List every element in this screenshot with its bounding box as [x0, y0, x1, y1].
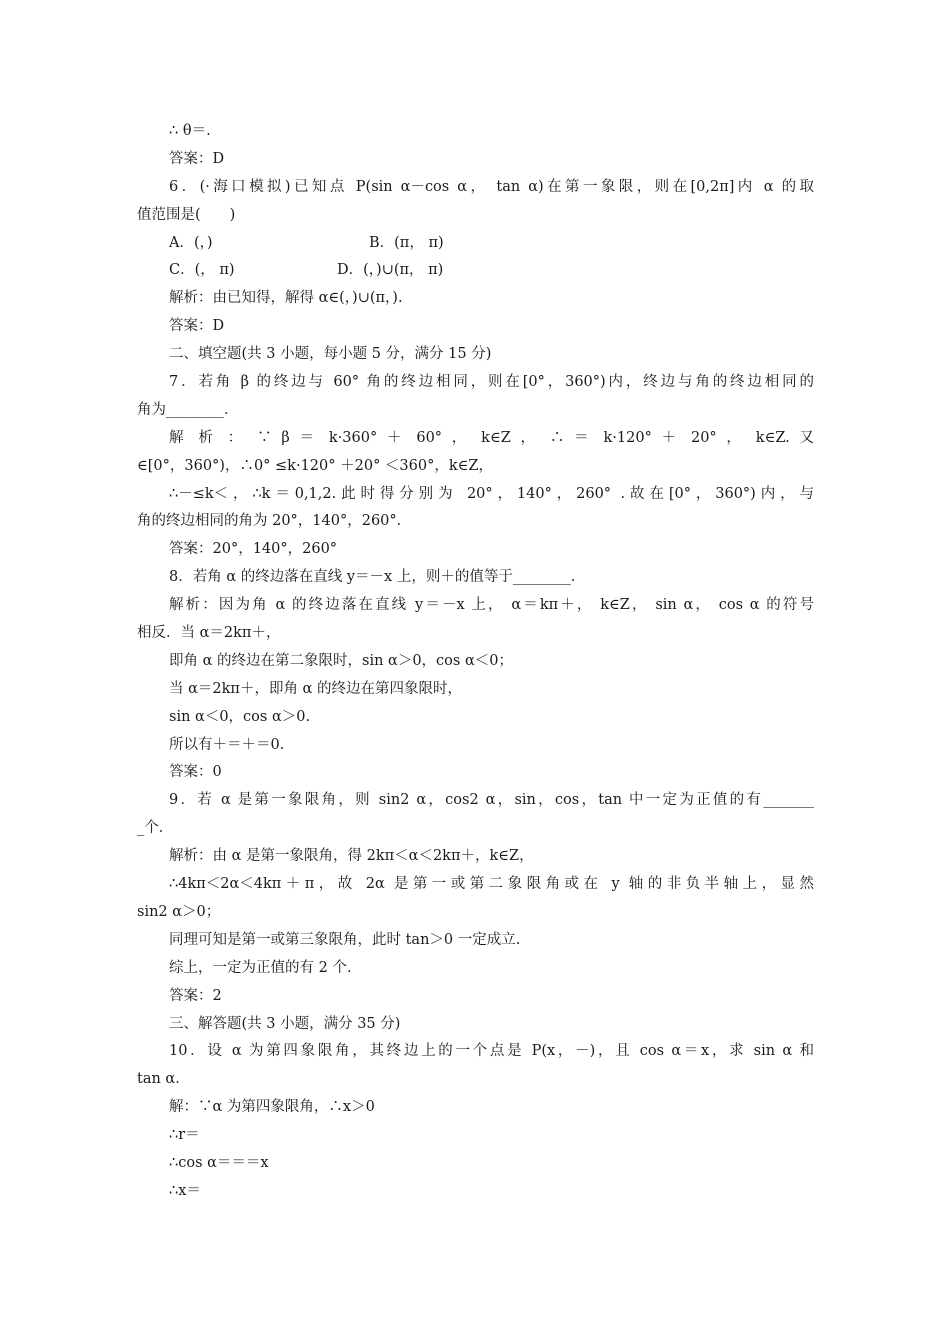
- text-line: 三、解答题(共 3 小题，满分 35 分): [169, 1015, 401, 1032]
- text-line: 同理可知是第一或第三象限角，此时 tan＞0 一定成立.: [169, 931, 521, 948]
- text-line: ∴4kπ＜2α＜4kπ＋π，故 2α 是第一或第二象限角或在 y 轴的非负半轴上，显然: [169, 876, 814, 893]
- text-line: 当 α＝2kπ＋，即角 α 的终边在第四象限时，: [169, 680, 462, 697]
- text-line: tan α．: [137, 1071, 190, 1088]
- answer-option: A．(，): [169, 234, 213, 251]
- text-line: 角的终边相同的角为 20°，140°，260°．: [137, 513, 412, 530]
- text-line: ∴cos α＝＝＝x: [169, 1154, 269, 1171]
- text-line: 值范围是( ): [137, 206, 236, 223]
- text-line: 9．若 α 是第一象限角，则 sin2 α，cos2 α，sin，cos，tan 中一定为正值的有_______: [169, 792, 814, 809]
- text-line: 即角 α 的终边在第二象限时，sin α＞0，cos α＜0；: [169, 652, 513, 669]
- text-line: 答案：20°，140°，260°: [169, 541, 338, 558]
- text-line: 解 析 ： ∵ β ＝ k·360° ＋ 60° ， k∈Z ， ∴ ＝ k·120° ＋ 20° ， k∈Z. 又: [169, 429, 814, 446]
- text-line: _个．: [137, 820, 174, 837]
- text-line: 8．若角 α 的终边落在直线 y＝－x 上，则＋的值等于________．: [169, 569, 586, 586]
- text-line: 答案：D: [169, 150, 225, 167]
- text-line: 综上，一定为正值的有 2 个.: [169, 959, 352, 976]
- text-line: ∴－≤k＜，∴k＝0,1,2.此时得分别为 20°，140°，260° .故在[0°，360°)内，与: [169, 485, 814, 502]
- text-line: ∴x＝: [169, 1182, 201, 1199]
- answer-option: C．(， π): [169, 262, 235, 279]
- document-body: [137, 118, 814, 1206]
- text-line: 答案：0: [169, 764, 222, 781]
- answer-options-line: [137, 257, 814, 285]
- text-line: 解析：由 α 是第一象限角，得 2kπ＜α＜2kπ＋，k∈Z，: [169, 848, 534, 865]
- text-line: ∴ θ＝.: [169, 123, 211, 139]
- text-line: 相反．当 α＝2kπ＋，: [137, 625, 281, 642]
- text-line: 解析：由已知得，解得 α∈(，)∪(π，).: [169, 290, 403, 307]
- text-line: 解析：因为角 α 的终边落在直线 y＝－x 上， α＝kπ＋， k∈Z， sin α， cos α 的符号: [169, 597, 814, 614]
- text-line: 答案：D: [169, 318, 225, 335]
- text-line: sin2 α＞0；: [137, 903, 221, 920]
- text-line: 二、填空题(共 3 小题，每小题 5 分，满分 15 分): [169, 346, 492, 363]
- answer-option: B．(π， π): [369, 234, 444, 251]
- text-line: 角为________．: [137, 401, 239, 418]
- text-line: sin α＜0，cos α＞0.: [169, 708, 311, 725]
- text-line: 解：∵α 为第四象限角，∴x＞0: [169, 1099, 375, 1116]
- text-line: 7．若角 β 的终边与 60° 角的终边相同，则在[0°，360°)内，终边与角的终边相同的: [169, 374, 814, 391]
- text-line: 答案：2: [169, 987, 222, 1004]
- text-line: ∈[0°，360°)，∴0° ≤k·120° ＋20° ＜360°，k∈Z，: [137, 457, 493, 474]
- text-line: 6．(·海口模拟)已知点 P(sin α－cos α， tan α)在第一象限，则在[0,2π]内 α 的取: [169, 178, 814, 195]
- text-line: 所以有＋＝＋＝0.: [169, 736, 285, 753]
- text-line: 10．设 α 为第四象限角，其终边上的一个点是 P(x，－)，且 cos α＝x，求 sin α 和: [169, 1043, 814, 1060]
- text-line: ∴r＝: [169, 1127, 200, 1144]
- answer-options-line: [137, 230, 814, 258]
- answer-option: D．(，)∪(π， π): [337, 262, 444, 279]
